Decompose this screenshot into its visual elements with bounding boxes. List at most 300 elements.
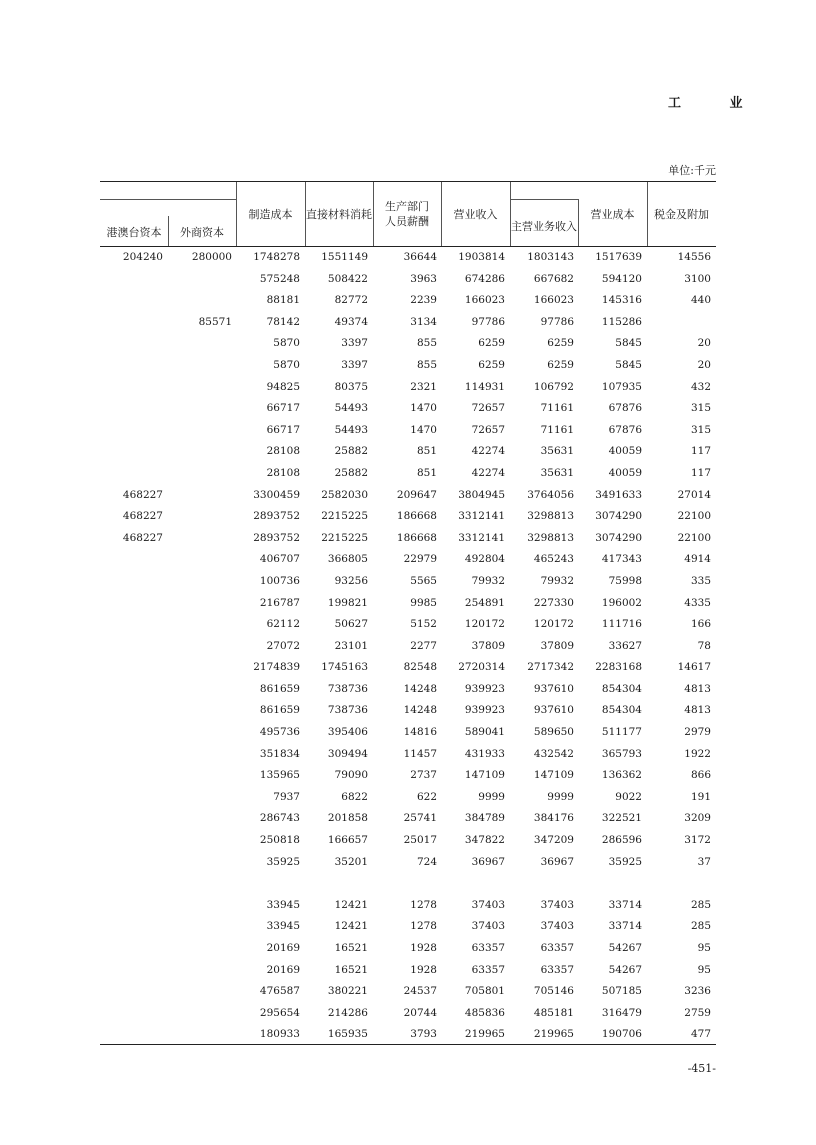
cell-main-revenue: 485181: [533, 1006, 574, 1019]
cell-direct-material: 54493: [334, 402, 368, 415]
cell-revenue: 42274: [471, 466, 505, 479]
cell-op-cost: 35925: [608, 855, 642, 868]
cell-tax: 3236: [684, 985, 711, 998]
cell-revenue: 37403: [471, 898, 505, 911]
cell-tax: 866: [690, 769, 711, 782]
cell-prod-wage: 1928: [410, 963, 437, 976]
cell-prod-wage: 3793: [410, 1028, 437, 1041]
cell-tax: 4813: [684, 704, 711, 717]
cell-tax: 3209: [684, 812, 711, 825]
cell-tax: 1922: [684, 747, 711, 760]
table-row: [100, 961, 716, 983]
table-row: [100, 658, 716, 680]
cell-op-cost: 67876: [608, 423, 642, 436]
cell-revenue: 939923: [464, 682, 505, 695]
cell-main-revenue: 9999: [547, 790, 574, 803]
table-row: [100, 334, 716, 356]
cell-revenue: 347822: [464, 834, 505, 847]
table-body: [100, 248, 716, 1047]
cell-mfg-cost: 66717: [266, 423, 300, 436]
cell-tax: 14617: [677, 661, 711, 674]
cell-prod-wage: 851: [416, 445, 437, 458]
cell-main-revenue: 705146: [533, 985, 574, 998]
cell-direct-material: 199821: [327, 596, 368, 609]
cell-main-revenue: 3298813: [527, 531, 574, 544]
cell-tax: 4914: [684, 553, 711, 566]
cell-op-cost: 3491633: [595, 488, 642, 501]
table-row: [100, 399, 716, 421]
cell-mfg-cost: 94825: [266, 380, 300, 393]
cell-mfg-cost: 135965: [259, 769, 300, 782]
cell-prod-wage: 724: [416, 855, 437, 868]
table-row: [100, 594, 716, 616]
cell-direct-material: 23101: [334, 639, 368, 652]
cell-tax: 285: [690, 920, 711, 933]
cell-hk-capital: 468227: [122, 510, 163, 523]
cell-prod-wage: 14816: [403, 726, 437, 739]
cell-main-revenue: 347209: [533, 834, 574, 847]
cell-prod-wage: 14248: [403, 682, 437, 695]
cell-prod-wage: 36644: [403, 251, 437, 263]
cell-prod-wage: 1278: [410, 920, 437, 933]
cell-op-cost: 854304: [601, 704, 642, 717]
cell-mfg-cost: 100736: [259, 574, 300, 587]
cell-op-cost: 107935: [601, 380, 642, 393]
cell-direct-material: 3397: [341, 358, 368, 371]
col-mfg-cost: 制造成本: [248, 207, 293, 221]
cell-direct-material: 508422: [327, 272, 368, 285]
cell-direct-material: 1745163: [321, 661, 368, 674]
cell-op-cost: 3074290: [595, 531, 642, 544]
cell-foreign-capital: 85571: [198, 315, 232, 328]
cell-prod-wage: 5152: [410, 618, 437, 631]
cell-tax: 20: [697, 358, 711, 371]
cell-op-cost: 33627: [608, 639, 642, 652]
cell-main-revenue: 589650: [533, 726, 574, 739]
table-header-rule: [100, 246, 716, 247]
cell-direct-material: 214286: [327, 1006, 368, 1019]
cell-main-revenue: 937610: [533, 704, 574, 717]
cell-direct-material: 35201: [334, 855, 368, 868]
cell-revenue: 63357: [471, 942, 505, 954]
col-direct-material: 直接材料消耗: [306, 207, 372, 221]
cell-op-cost: 54267: [608, 963, 642, 976]
cell-tax: 22100: [677, 531, 711, 544]
cell-tax: 78: [697, 639, 711, 652]
cell-direct-material: 380221: [327, 985, 368, 998]
table-row: [100, 442, 716, 464]
cell-tax: 440: [690, 294, 711, 307]
cell-revenue: 114931: [464, 380, 505, 393]
cell-prod-wage: 25741: [403, 812, 437, 825]
cell-prod-wage: 2239: [410, 294, 437, 307]
cell-op-cost: 2283168: [595, 661, 642, 674]
cell-main-revenue: 37403: [540, 898, 574, 911]
cell-op-cost: 365793: [601, 747, 642, 760]
cell-prod-wage: 24537: [403, 985, 437, 998]
cell-main-revenue: 79932: [540, 574, 574, 587]
cell-direct-material: 738736: [327, 682, 368, 695]
cell-main-revenue: 465243: [533, 553, 574, 566]
cell-main-revenue: 37403: [540, 920, 574, 933]
cell-op-cost: 33714: [608, 920, 642, 933]
table-row: [100, 248, 716, 270]
table-row: [100, 637, 716, 659]
col-tax: 税金及附加: [654, 207, 709, 221]
cell-prod-wage: 25017: [403, 834, 437, 847]
table-row: [100, 291, 716, 313]
table-header: [100, 182, 716, 246]
table-row: [100, 809, 716, 831]
cell-tax: 22100: [677, 510, 711, 523]
cell-op-cost: 75998: [608, 574, 642, 587]
cell-mfg-cost: 286743: [259, 812, 300, 825]
cell-mfg-cost: 495736: [259, 726, 300, 739]
cell-prod-wage: 11457: [403, 747, 437, 760]
cell-mfg-cost: 28108: [266, 466, 300, 479]
cell-prod-wage: 3134: [410, 315, 437, 328]
cell-main-revenue: 71161: [540, 423, 574, 436]
cell-direct-material: 309494: [327, 747, 368, 760]
cell-revenue: 219965: [464, 1028, 505, 1041]
cell-direct-material: 738736: [327, 704, 368, 717]
cell-mfg-cost: 406707: [259, 553, 300, 566]
cell-main-revenue: 219965: [533, 1028, 574, 1041]
cell-mfg-cost: 861659: [259, 682, 300, 695]
cell-main-revenue: 37809: [540, 639, 574, 652]
cell-mfg-cost: 2893752: [253, 531, 300, 544]
cell-direct-material: 50627: [334, 618, 368, 631]
cell-revenue: 3312141: [458, 510, 505, 523]
cell-op-cost: 196002: [601, 596, 642, 609]
cell-revenue: 72657: [471, 402, 505, 415]
cell-prod-wage: 1928: [410, 942, 437, 954]
table-row: [100, 356, 716, 378]
cell-revenue: 939923: [464, 704, 505, 717]
cell-tax: 37: [697, 855, 711, 868]
cell-tax: 4813: [684, 682, 711, 695]
cell-revenue: 3804945: [458, 488, 505, 501]
cell-direct-material: 2215225: [321, 531, 368, 544]
cell-main-revenue: 71161: [540, 402, 574, 415]
cell-op-cost: 286596: [601, 834, 642, 847]
cell-tax: 95: [697, 963, 711, 976]
cell-tax: 4335: [684, 596, 711, 609]
cell-op-cost: 40059: [608, 466, 642, 479]
cell-tax: 20: [697, 337, 711, 350]
cell-tax: 2979: [684, 726, 711, 739]
cell-op-cost: 1517639: [595, 251, 642, 263]
cell-revenue: 2720314: [458, 661, 505, 674]
cell-op-cost: 5845: [615, 358, 642, 371]
cell-main-revenue: 432542: [533, 747, 574, 760]
table-row: [100, 378, 716, 400]
cell-mfg-cost: 575248: [259, 272, 300, 285]
cell-prod-wage: 14248: [403, 704, 437, 717]
cell-op-cost: 33714: [608, 898, 642, 911]
cell-mfg-cost: 20169: [266, 963, 300, 976]
table-row: [100, 550, 716, 572]
cell-mfg-cost: 250818: [259, 834, 300, 847]
cell-mfg-cost: 78142: [266, 315, 300, 328]
cell-tax: 315: [690, 402, 711, 415]
table-row: [100, 507, 716, 529]
cell-tax: 477: [690, 1028, 711, 1041]
cell-mfg-cost: 5870: [273, 337, 300, 350]
cell-direct-material: 2215225: [321, 510, 368, 523]
cell-main-revenue: 2717342: [527, 661, 574, 674]
cell-prod-wage: 622: [416, 790, 437, 803]
cell-tax: 27014: [677, 488, 711, 501]
cell-prod-wage: 2321: [410, 380, 437, 393]
cell-mfg-cost: 861659: [259, 704, 300, 717]
col-prod-wage: 生产部门 人员薪酬: [385, 200, 429, 228]
cell-revenue: 166023: [464, 294, 505, 307]
cell-direct-material: 80375: [334, 380, 368, 393]
cell-prod-wage: 20744: [403, 1006, 437, 1019]
cell-op-cost: 322521: [601, 812, 642, 825]
cell-prod-wage: 2737: [410, 769, 437, 782]
cell-main-revenue: 384176: [533, 812, 574, 825]
table-row: [100, 766, 716, 788]
cell-revenue: 37809: [471, 639, 505, 652]
table-row: [100, 421, 716, 443]
table-row: [100, 486, 716, 508]
cell-revenue: 384789: [464, 812, 505, 825]
cell-op-cost: 111716: [601, 618, 642, 631]
cell-mfg-cost: 2893752: [253, 510, 300, 523]
cell-revenue: 1903814: [458, 251, 505, 263]
cell-direct-material: 49374: [334, 315, 368, 328]
table-row: [100, 270, 716, 292]
unit-label: 单位:千元: [668, 164, 716, 177]
table-row: [100, 831, 716, 853]
cell-prod-wage: 851: [416, 466, 437, 479]
cell-revenue: 6259: [478, 337, 505, 350]
cell-op-cost: 594120: [601, 272, 642, 285]
cell-mfg-cost: 476587: [259, 985, 300, 998]
cell-main-revenue: 1803143: [527, 251, 574, 263]
cell-op-cost: 511177: [601, 726, 642, 739]
cell-main-revenue: 106792: [533, 380, 574, 393]
table-row: [100, 853, 716, 875]
col-foreign-capital: 外商资本: [180, 225, 224, 239]
col-main-revenue: 主营业务收入: [511, 219, 577, 233]
cell-prod-wage: 5565: [410, 574, 437, 587]
cell-prod-wage: 3963: [410, 272, 437, 285]
cell-revenue: 705801: [464, 985, 505, 998]
cell-mfg-cost: 33945: [266, 920, 300, 933]
table-row: [100, 313, 716, 335]
cell-tax: 3172: [684, 834, 711, 847]
cell-revenue: 72657: [471, 423, 505, 436]
cell-mfg-cost: 2174839: [253, 661, 300, 674]
cell-op-cost: 136362: [601, 769, 642, 782]
cell-op-cost: 5845: [615, 337, 642, 350]
cell-main-revenue: 63357: [540, 963, 574, 976]
cell-prod-wage: 1278: [410, 898, 437, 911]
cell-revenue: 485836: [464, 1006, 505, 1019]
cell-main-revenue: 147109: [533, 769, 574, 782]
cell-revenue: 674286: [464, 272, 505, 285]
cell-revenue: 589041: [464, 726, 505, 739]
cell-revenue: 63357: [471, 963, 505, 976]
cell-main-revenue: 166023: [533, 294, 574, 307]
cell-tax: 14556: [677, 251, 711, 263]
table-row: [100, 917, 716, 939]
cell-revenue: 254891: [464, 596, 505, 609]
col-hk-capital: 港澳台资本: [106, 225, 162, 239]
table-row: [100, 680, 716, 702]
cell-revenue: 42274: [471, 445, 505, 458]
cell-main-revenue: 36967: [540, 855, 574, 868]
cell-mfg-cost: 5870: [273, 358, 300, 371]
cell-tax: 285: [690, 898, 711, 911]
cell-direct-material: 3397: [341, 337, 368, 350]
cell-hk-capital: 204240: [122, 251, 163, 263]
cell-direct-material: 12421: [334, 898, 368, 911]
cell-mfg-cost: 66717: [266, 402, 300, 415]
cell-mfg-cost: 33945: [266, 898, 300, 911]
cell-prod-wage: 82548: [403, 661, 437, 674]
cell-tax: 3100: [684, 272, 711, 285]
cell-tax: 335: [690, 574, 711, 587]
cell-revenue: 431933: [464, 747, 505, 760]
cell-tax: 191: [690, 790, 711, 803]
cell-revenue: 492804: [464, 553, 505, 566]
table-row: [100, 1004, 716, 1026]
table-row: [100, 745, 716, 767]
cell-tax: 166: [690, 618, 711, 631]
cell-op-cost: 9022: [615, 790, 642, 803]
cell-direct-material: 395406: [327, 726, 368, 739]
cell-op-cost: 417343: [601, 553, 642, 566]
cell-prod-wage: 855: [416, 337, 437, 350]
table-row: [100, 788, 716, 810]
cell-main-revenue: 667682: [533, 272, 574, 285]
cell-op-cost: 316479: [601, 1006, 642, 1019]
cell-prod-wage: 2277: [410, 639, 437, 652]
table-row: [100, 982, 716, 1004]
cell-revenue: 37403: [471, 920, 505, 933]
cell-tax: 117: [690, 445, 711, 458]
cell-direct-material: 93256: [334, 574, 368, 587]
cell-main-revenue: 6259: [547, 358, 574, 371]
cell-prod-wage: 22979: [403, 553, 437, 566]
table-row: [100, 723, 716, 745]
cell-tax: 117: [690, 466, 711, 479]
table-row: [100, 572, 716, 594]
cell-prod-wage: 209647: [396, 488, 437, 501]
cell-op-cost: 854304: [601, 682, 642, 695]
cell-prod-wage: 186668: [396, 531, 437, 544]
cell-direct-material: 25882: [334, 466, 368, 479]
cell-direct-material: 16521: [334, 963, 368, 976]
cell-direct-material: 201858: [327, 812, 368, 825]
cell-revenue: 36967: [471, 855, 505, 868]
cell-op-cost: 115286: [601, 315, 642, 328]
col-op-cost: 营业成本: [590, 207, 635, 221]
header-subrule-left: [100, 199, 236, 200]
cell-main-revenue: 35631: [540, 445, 574, 458]
cell-direct-material: 6822: [341, 790, 368, 803]
cell-main-revenue: 97786: [540, 315, 574, 328]
cell-prod-wage: 1470: [410, 423, 437, 436]
cell-op-cost: 40059: [608, 445, 642, 458]
cell-main-revenue: 937610: [533, 682, 574, 695]
cell-hk-capital: 468227: [122, 488, 163, 501]
cell-mfg-cost: 20169: [266, 942, 300, 954]
cell-hk-capital: 468227: [122, 531, 163, 544]
cell-direct-material: 82772: [334, 294, 368, 307]
cell-mfg-cost: 28108: [266, 445, 300, 458]
cell-main-revenue: 6259: [547, 337, 574, 350]
cell-mfg-cost: 7937: [273, 790, 300, 803]
cell-direct-material: 54493: [334, 423, 368, 436]
cell-op-cost: 190706: [601, 1028, 642, 1041]
cell-revenue: 147109: [464, 769, 505, 782]
cell-direct-material: 366805: [327, 553, 368, 566]
cell-op-cost: 507185: [601, 985, 642, 998]
table-bottom-rule: [100, 1044, 716, 1045]
col-revenue: 营业收入: [453, 207, 498, 221]
cell-op-cost: 54267: [608, 942, 642, 954]
cell-main-revenue: 35631: [540, 466, 574, 479]
cell-mfg-cost: 27072: [266, 639, 300, 652]
cell-prod-wage: 855: [416, 358, 437, 371]
cell-direct-material: 79090: [334, 769, 368, 782]
cell-mfg-cost: 351834: [259, 747, 300, 760]
table-row: [100, 874, 716, 896]
table-row: [100, 896, 716, 918]
page-number: -451-: [687, 1062, 716, 1075]
header-subrule-revenue: [510, 199, 578, 200]
cell-direct-material: 1551149: [321, 251, 368, 263]
cell-mfg-cost: 180933: [259, 1028, 300, 1041]
cell-revenue: 79932: [471, 574, 505, 587]
cell-mfg-cost: 295654: [259, 1006, 300, 1019]
table-row: [100, 701, 716, 723]
cell-mfg-cost: 216787: [259, 596, 300, 609]
cell-direct-material: 165935: [327, 1028, 368, 1041]
cell-tax: 2759: [684, 1006, 711, 1019]
cell-direct-material: 12421: [334, 920, 368, 933]
cell-main-revenue: 63357: [540, 942, 574, 954]
cell-op-cost: 3074290: [595, 510, 642, 523]
cell-prod-wage: 1470: [410, 402, 437, 415]
cell-prod-wage: 186668: [396, 510, 437, 523]
cell-direct-material: 166657: [327, 834, 368, 847]
cell-mfg-cost: 35925: [266, 855, 300, 868]
cell-tax: 432: [690, 380, 711, 393]
cell-revenue: 3312141: [458, 531, 505, 544]
section-title: 工 业: [668, 96, 765, 111]
cell-direct-material: 25882: [334, 445, 368, 458]
table-row: [100, 529, 716, 551]
cell-direct-material: 2582030: [321, 488, 368, 501]
cell-revenue: 120172: [464, 618, 505, 631]
cell-tax: 315: [690, 423, 711, 436]
table-row: [100, 939, 716, 961]
cell-revenue: 6259: [478, 358, 505, 371]
cell-revenue: 97786: [471, 315, 505, 328]
table-row: [100, 615, 716, 637]
cell-foreign-capital: 280000: [191, 251, 232, 263]
table-row: [100, 464, 716, 486]
cell-op-cost: 145316: [601, 294, 642, 307]
cell-tax: 95: [697, 942, 711, 954]
cell-mfg-cost: 88181: [266, 294, 300, 307]
